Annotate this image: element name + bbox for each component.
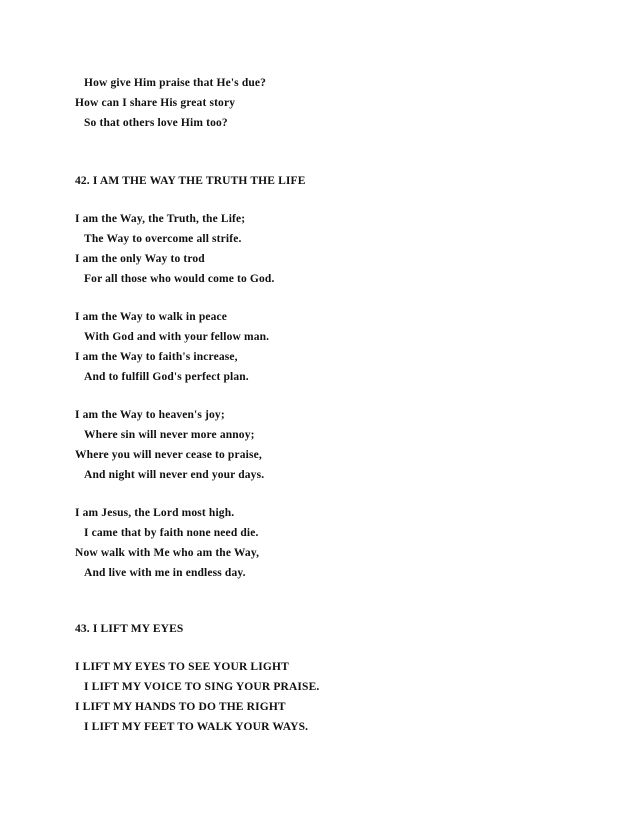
text-line: I am Jesus, the Lord most high. (75, 507, 235, 519)
text-line: I LIFT MY HANDS TO DO THE RIGHT (75, 701, 286, 713)
text-line: And night will never end your days. (84, 469, 265, 481)
text-line: I LIFT MY VOICE TO SING YOUR PRAISE. (84, 681, 320, 693)
text-line: And to fulfill God's perfect plan. (84, 371, 249, 383)
text-line: With God and with your fellow man. (84, 331, 270, 343)
text-line: I am the Way to walk in peace (75, 311, 228, 323)
section-heading: 42. I AM THE WAY THE TRUTH THE LIFE (75, 175, 306, 187)
text-line: Now walk with Me who am the Way, (75, 547, 260, 559)
text-line: Where you will never cease to praise, (75, 449, 262, 461)
text-line: And live with me in endless day. (84, 567, 246, 579)
text-line: I am the Way, the Truth, the Life; (75, 213, 246, 225)
text-line: I came that by faith none need die. (84, 527, 259, 539)
text-line: I LIFT MY EYES TO SEE YOUR LIGHT (75, 661, 289, 673)
text-line: The Way to overcome all strife. (84, 233, 242, 245)
text-line: So that others love Him too? (84, 117, 228, 129)
section-heading: 43. I LIFT MY EYES (75, 623, 184, 635)
text-line: For all those who would come to God. (84, 273, 275, 285)
text-line: I am the Way to faith's increase, (75, 351, 238, 363)
text-line: How give Him praise that He's due? (84, 77, 267, 89)
text-line: I LIFT MY FEET TO WALK YOUR WAYS. (84, 721, 309, 733)
text-line: I am the Way to heaven's joy; (75, 409, 225, 421)
text-line: Where sin will never more annoy; (84, 429, 255, 441)
text-line: I am the only Way to trod (75, 253, 205, 265)
text-line: How can I share His great story (75, 97, 236, 109)
